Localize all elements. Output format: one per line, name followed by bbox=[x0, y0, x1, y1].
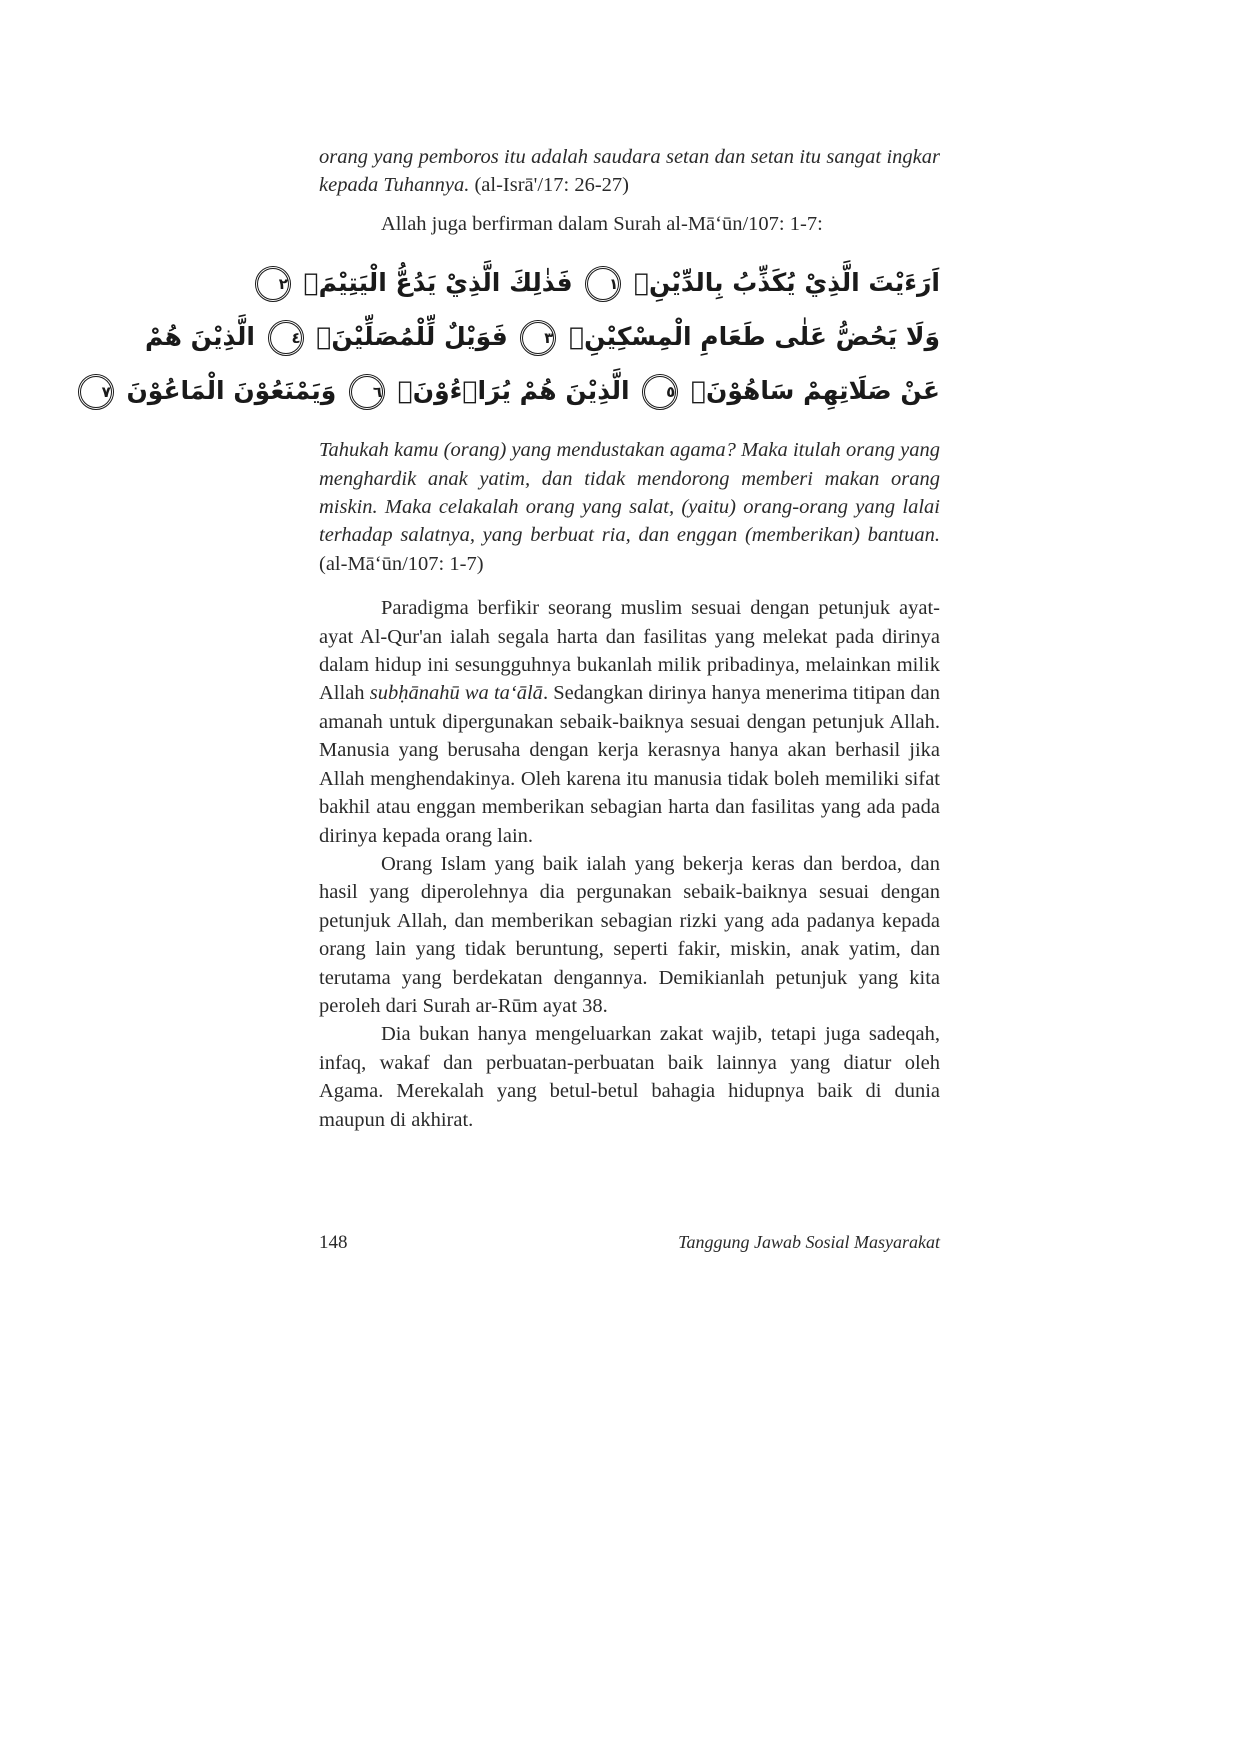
running-title: Tanggung Jawab Sosial Masyarakat bbox=[678, 1232, 940, 1252]
ayah-number-mark: ٣ bbox=[520, 320, 556, 356]
ayah-number-mark: ١ bbox=[585, 266, 621, 302]
paragraph-3: Dia bukan hanya mengeluarkan zakat wajib, tetapi juga sadeqah, infaq, wakaf dan perbuatan-perbuatan baik lainnya yang diatur oleh Agama. Merekalah yang betul-betul bahagia hidupnya baik di dunia maupun di akhirat. bbox=[319, 1023, 940, 1131]
top-quote-reference: (al-Isrā'/17: 26-27) bbox=[474, 174, 629, 197]
paragraph-1 bbox=[319, 594, 940, 850]
arabic-text: اَرَءَيْتَ الَّذِيْ يُكَذِّبُ بِالدِّيْنِۗ bbox=[634, 268, 940, 298]
arabic-text: عَنْ صَلَاتِهِمْ سَاهُوْنَۙ bbox=[691, 376, 940, 406]
page-footer bbox=[319, 1232, 940, 1262]
top-quote bbox=[319, 143, 940, 200]
arabic-line-2 bbox=[145, 310, 940, 364]
paragraph-1-start: Paradigma berfikir seorang muslim sesuai dengan petunjuk ayat-ayat Al-Qur'an ialah segala harta dan fasilitas yang melekat pada dirinya dalam hidup ini sesungguhnya bukanlah milik pribadinya, melainkan milik Allah bbox=[319, 597, 940, 705]
verse-translation bbox=[319, 436, 940, 578]
ayah-number-mark: ٤ bbox=[268, 320, 304, 356]
arabic-text: وَيَمْنَعُوْنَ الْمَاعُوْنَ bbox=[126, 376, 337, 406]
arabic-verses bbox=[101, 256, 940, 418]
ayah-number-mark: ٦ bbox=[349, 374, 385, 410]
arabic-text: فَوَيْلٌ لِّلْمُصَلِّيْنَۙ bbox=[316, 322, 508, 352]
arabic-text: الَّذِيْنَ هُمْ bbox=[145, 322, 255, 352]
body-text bbox=[319, 594, 940, 1134]
paragraph-1-end: . Sedangkan dirinya hanya menerima titipan dan amanah untuk dipergunakan sebaik-baiknya sesuai dengan petunjuk Allah. Manusia yang berusaha dengan kerja kerasnya hanya akan berhasil jika Allah menghendakinya. Oleh karena itu manusia tidak boleh memiliki sifat bakhil atau enggan memberikan sebagian harta dan fasilitas yang ada pada dirinya kepada orang lain. bbox=[319, 682, 940, 847]
top-quote-translation: orang yang pemboros itu adalah saudara setan dan setan itu sangat ingkar kepada Tuhannya. bbox=[319, 146, 940, 197]
verse-translation-text: Tahukah kamu (orang) yang mendustakan agama? Maka itulah orang yang menghardik anak yatim, dan tidak mendorong memberi makan orang miskin. Maka celakalah orang yang salat, (yaitu) orang-orang yang lalai terhadap salatnya, yang berbuat ria, dan enggan (memberikan) bantuan. bbox=[319, 439, 940, 547]
arabic-line-1 bbox=[278, 256, 940, 310]
ayah-number-mark: ٢ bbox=[255, 266, 291, 302]
paragraph-1-italic: subḥānahū wa ta‘ālā bbox=[369, 682, 543, 705]
paragraph-2: Orang Islam yang baik ialah yang bekerja keras dan berdoa, dan hasil yang diperolehnya dia pergunakan sebaik-baiknya sesuai dengan petunjuk Allah, dan memberikan sebagian rizki yang ada padanya kepada orang lain yang tidak beruntung, seperti fakir, miskin, anak yatim, dan terutama yang berdekatan dengannya. Demikianlah petunjuk yang kita peroleh dari Surah ar-Rūm ayat 38. bbox=[319, 852, 940, 1017]
intro-line: Allah juga berfirman dalam Surah al-Mā‘ūn/107: 1-7: bbox=[381, 212, 823, 235]
page-body bbox=[101, 143, 940, 1134]
ayah-number-mark: ٥ bbox=[642, 374, 678, 410]
page-number: 148 bbox=[319, 1232, 348, 1253]
arabic-text: وَلَا يَحُضُّ عَلٰى طَعَامِ الْمِسْكِيْنِۗ bbox=[569, 322, 940, 352]
arabic-line-3 bbox=[101, 364, 940, 418]
ayah-number-mark: ٧ bbox=[78, 374, 114, 410]
verse-translation-reference: (al-Mā‘ūn/107: 1-7) bbox=[319, 552, 484, 575]
arabic-text: فَذٰلِكَ الَّذِيْ يَدُعُّ الْيَتِيْمَۙ bbox=[303, 268, 573, 298]
arabic-text: الَّذِيْنَ هُمْ يُرَاۤءُوْنَۙ bbox=[397, 376, 630, 406]
